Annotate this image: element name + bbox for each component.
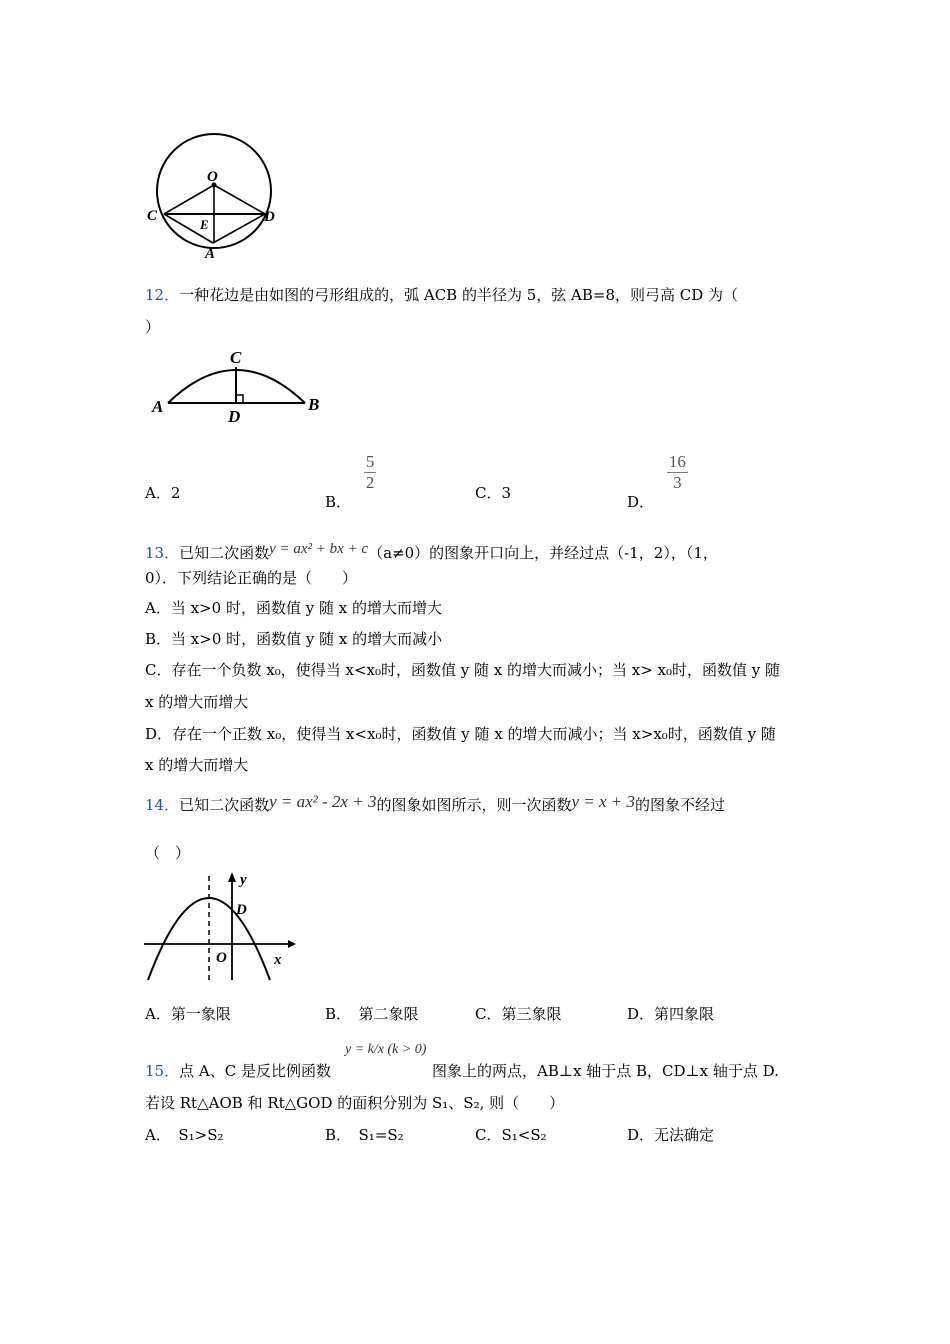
q12-number: 12． xyxy=(145,286,180,304)
q12-line1 xyxy=(145,284,738,305)
q12-option-d: D． $\frac{16}{3}$ xyxy=(627,452,686,511)
label-d: D xyxy=(228,407,241,425)
q14-option-a: A．第一象限 xyxy=(145,1005,231,1023)
label-b: B xyxy=(308,395,320,414)
q15-option-b: B． S₁=S₂ xyxy=(325,1126,404,1144)
label-d: D xyxy=(236,902,247,918)
q13-option-b: B．当 x>0 时，函数值 y 随 x 的增大而减小 xyxy=(145,630,443,648)
arc-figure xyxy=(148,345,328,425)
q15-option-d: D．无法确定 xyxy=(627,1126,715,1144)
q14-option-b: B． 第二象限 xyxy=(325,1005,419,1023)
q15-option-a: A． S₁>S₂ xyxy=(145,1126,224,1144)
q14-line1: 14．已知二次函数y = ax² - 2x + 3的图象如图所示，则一次函数y = x + 3的图象不经过 xyxy=(145,792,726,814)
label-a: A xyxy=(205,246,216,262)
q13-line2: 0）．下列结论正确的是（ ） xyxy=(145,569,358,587)
label-d: D xyxy=(264,209,275,225)
q12-text: 一种花边是由如图的弓形组成的，弧 ACB 的半径为 5，弦 AB=8，则弓高 CD 为（ xyxy=(179,286,739,304)
label-e: E xyxy=(200,217,209,232)
q14-paren: （ ） xyxy=(145,844,191,862)
circle-figure xyxy=(140,125,300,265)
label-y: y xyxy=(240,872,247,888)
label-o: O xyxy=(216,950,227,966)
q14-formula-1: y = ax² - 2x + 3 xyxy=(269,792,377,811)
q15-line1-post: 图象上的两点，AB⊥x 轴于点 B，CD⊥x 轴于点 D. xyxy=(432,1062,779,1080)
fraction-5-2: $\frac{5}{2}$ xyxy=(365,452,375,492)
q15-line1: 15．点 A、C 是反比例函数 xyxy=(145,1062,331,1080)
label-o: O xyxy=(207,169,218,185)
q13-option-c2: x 的增大而增大 xyxy=(145,693,249,711)
q12-option-a: A．2 xyxy=(145,484,181,502)
q15-option-c: C．S₁<S₂ xyxy=(475,1126,547,1144)
q13-option-d1: D．存在一个正数 x₀，使得当 x<x₀时，函数值 y 随 x 的增大而减小；当 x>x₀时，函数值 y 随 xyxy=(145,725,776,743)
q12-option-b: B． $\frac{5}{2}$ xyxy=(325,452,375,511)
q15-line2: 若设 Rt△AOB 和 Rt△GOD 的面积分别为 S₁、S₂, 则（ ） xyxy=(145,1094,565,1112)
q14-formula-2: y = x + 3 xyxy=(571,792,636,811)
label-a: A xyxy=(152,397,164,416)
fraction-16-3: $\frac{16}{3}$ xyxy=(668,452,686,492)
q14-option-c: C．第三象限 xyxy=(475,1005,562,1023)
label-c: C xyxy=(147,208,158,224)
label-x: x xyxy=(274,952,282,968)
q12-close: ） xyxy=(145,318,161,336)
q13-option-c1: C．存在一个负数 x₀，使得当 x<x₀时，函数值 y 随 x 的增大而减小；当 x> x₀时，函数值 y 随 xyxy=(145,661,781,679)
q13-formula: y = ax² + bx + c xyxy=(269,541,369,557)
q13-option-d2: x 的增大而增大 xyxy=(145,756,249,774)
q15-formula: y = k/x (k > 0) xyxy=(345,1042,427,1057)
parabola-figure xyxy=(140,868,300,983)
q12-option-c: C．3 xyxy=(475,484,512,502)
q13-option-a: A．当 x>0 时，函数值 y 随 x 的增大而增大 xyxy=(145,599,442,617)
q13-line1: 13．已知二次函数y = ax² + bx + c（a≠0）的图象开口向上，并经过点（-1，2），（1， xyxy=(145,541,718,562)
q14-option-d: D．第四象限 xyxy=(627,1005,715,1023)
label-c: C xyxy=(230,348,242,367)
